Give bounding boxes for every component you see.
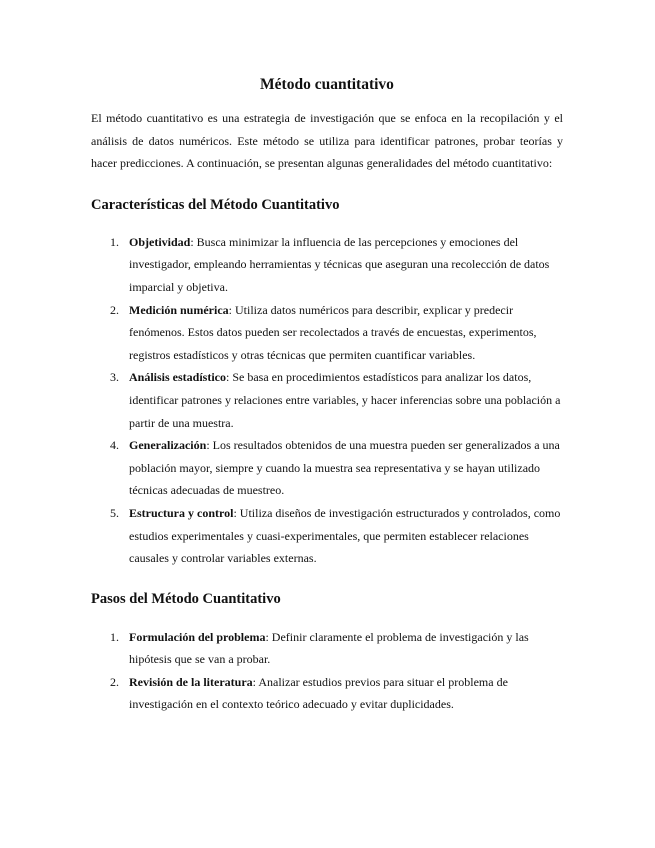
list-item-text: : Analizar estudios previos para situar el problema de investigación en el contexto teórico adecuado y evitar duplicidades.	[129, 674, 508, 712]
list-item-term: Generalización	[129, 438, 207, 453]
list-item-text: : Se basa en procedimientos estadísticos para analizar los datos, identificar patrones y relaciones entre variables, y hacer inferencias sobre una población a partir de una muestra.	[129, 370, 561, 430]
list-item	[91, 502, 563, 570]
list-item-term: Medición numérica	[129, 302, 229, 317]
list-item-term: Análisis estadístico	[129, 370, 227, 385]
page-title: Método cuantitativo	[260, 76, 394, 93]
pasos-list	[91, 626, 563, 716]
section-heading-caracteristicas: Características del Método Cuantitativo	[91, 196, 340, 213]
list-item	[91, 434, 563, 502]
section-heading-pasos: Pasos del Método Cuantitativo	[91, 590, 281, 607]
list-item	[91, 299, 563, 367]
list-item-number: 2.	[110, 302, 119, 317]
list-item-text: : Utiliza datos numéricos para describir, explicar y predecir fenómenos. Estos datos pueden ser recolectados a través de encuestas, experimentos, registros estadísticos y otras técnicas que permiten cuantificar variables.	[129, 302, 537, 362]
list-item-text: : Busca minimizar la influencia de las percepciones y emociones del investigador, empleando herramientas y técnicas que aseguran una recolección de datos imparcial y objetiva.	[129, 234, 550, 294]
list-item	[91, 671, 563, 716]
list-item-term: Estructura y control	[129, 505, 234, 520]
list-item-term: Formulación del problema	[129, 629, 266, 644]
list-item-number: 4.	[110, 438, 119, 453]
list-item-text: : Los resultados obtenidos de una muestra pueden ser generalizados a una población mayor, siempre y cuando la muestra sea representativa y se hayan utilizado técnicas adecuadas de muestreo.	[129, 438, 560, 498]
list-item	[91, 626, 563, 671]
list-item-number: 1.	[110, 629, 119, 644]
caracteristicas-list	[91, 231, 563, 570]
list-item	[91, 231, 563, 299]
list-item-term: Objetividad	[129, 234, 191, 249]
list-item-number: 3.	[110, 370, 119, 385]
list-item-number: 5.	[110, 505, 119, 520]
list-item-text: : Definir claramente el problema de investigación y las hipótesis que se van a probar.	[129, 629, 529, 667]
list-item	[91, 366, 563, 434]
list-item-text: : Utiliza diseños de investigación estructurados y controlados, como estudios experimentales y cuasi-experimentales, que permiten establecer relaciones causales y controlar variables externas.	[129, 505, 561, 566]
intro-paragraph: El método cuantitativo es una estrategia de investigación que se enfoca en la recopilación y el análisis de datos numéricos. Este método se utiliza para identificar patrones, probar teorías y hacer predicciones. A continuación, se presentan algunas generalidades del método cuantitativo:	[91, 111, 563, 171]
list-item-number: 2.	[110, 674, 119, 689]
list-item-term: Revisión de la literatura	[129, 674, 253, 689]
list-item-number: 1.	[110, 234, 119, 249]
